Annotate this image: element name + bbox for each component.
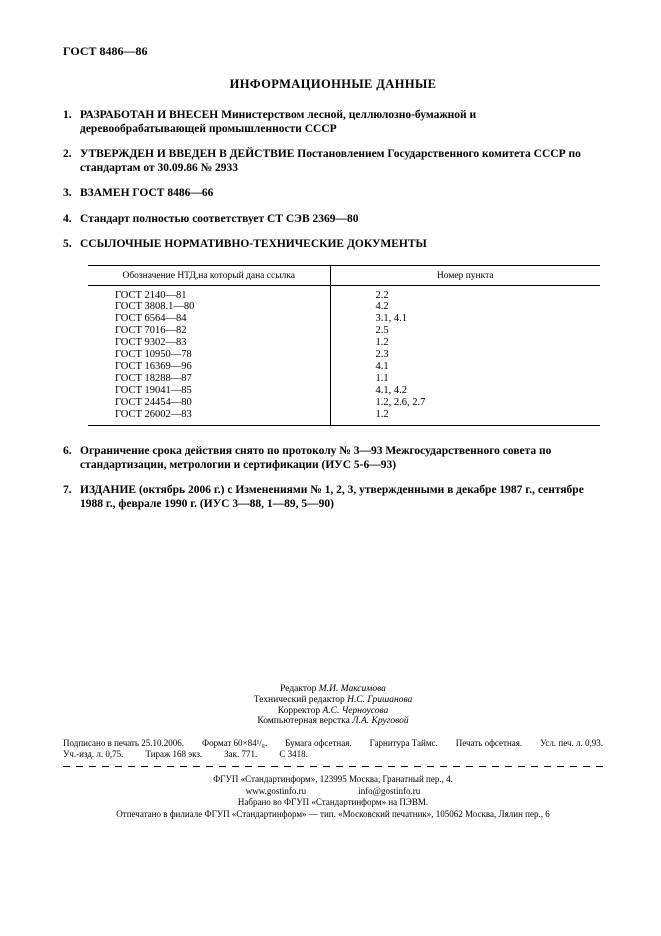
table-row — [88, 313, 600, 325]
item-7 — [63, 484, 603, 511]
item-4 — [63, 213, 603, 227]
staff-name: Л.А. Круговой — [352, 716, 409, 727]
imprint-line-1 — [63, 738, 603, 749]
item-number: 2. — [63, 148, 72, 160]
ntd-cell: ГОСТ 26002—83 — [88, 409, 330, 426]
imprint-segment: Формат 60×84¹/₈. — [201, 738, 268, 749]
clause-cell: 3.1, 4.1 — [375, 313, 407, 325]
ntd-cell: ГОСТ 18288—87 — [88, 373, 330, 385]
item-1 — [63, 109, 603, 136]
printed-line: Отпечатано в филиале ФГУП «Стандартинформ» — тип. «Московский печатник», 105062 Москва, Лялин пер., 6 — [116, 808, 550, 819]
references-table — [88, 265, 600, 427]
imprint-segment: Тираж 168 экз. — [145, 749, 203, 760]
table-row — [88, 301, 600, 313]
table-row — [88, 285, 600, 301]
clause-cell: 1.2 — [375, 408, 389, 420]
typeset-line: Набрано во ФГУП «Стандартинформ» на ПЭВМ. — [237, 797, 429, 808]
table-row — [88, 385, 600, 397]
imprint-line-2 — [63, 749, 603, 760]
item-text: ИЗДАНИЕ (октябрь 2006 г.) с Изменениями № 1, 2, 3, утвержденными в декабре 1987 г., сентябре 1988 г., феврале 1990 г. (ИУС 3—88, 1—89, 5—90) — [80, 484, 584, 510]
staff-name: А.С. Черноусова — [322, 705, 389, 716]
item-3 — [63, 187, 603, 201]
item-number: 4. — [63, 212, 72, 225]
table-row — [88, 397, 600, 409]
staff-line — [63, 706, 603, 717]
imprint-segment: Усл. печ. л. 0,93. — [540, 738, 603, 749]
ntd-cell: ГОСТ 24454—80 — [88, 397, 330, 409]
dashed-divider — [63, 766, 603, 767]
page-content — [63, 44, 603, 523]
imprint-segment: Гарнитура Таймс. — [369, 738, 438, 749]
staff-name: М.И. Максимова — [318, 684, 386, 694]
item-text: ВЗАМЕН ГОСТ 8486—66 — [80, 187, 214, 199]
item-2 — [63, 148, 603, 175]
table-header-ntd: Обозначение НТД,на который дана ссылка — [88, 265, 330, 285]
table-row — [88, 409, 600, 426]
clause-cell: 4.2 — [375, 301, 389, 313]
item-number: 1. — [63, 109, 72, 121]
imprint-segment: Уч.-изд. л. 0,75. — [63, 749, 124, 760]
ntd-cell: ГОСТ 16369—96 — [88, 361, 330, 373]
imprint-segment: Печать офсетная. — [455, 738, 523, 749]
table-header-clause: Номер пункта — [330, 265, 600, 285]
table-row — [88, 337, 600, 349]
item-6 — [63, 445, 603, 472]
ntd-cell: ГОСТ 19041—85 — [88, 385, 330, 397]
item-number: 7. — [63, 484, 72, 497]
ntd-cell: ГОСТ 10950—78 — [88, 349, 330, 361]
table-row — [88, 325, 600, 337]
publisher-footer — [63, 774, 603, 820]
ntd-cell: ГОСТ 3808.1—80 — [88, 301, 330, 313]
staff-role: Компьютерная верстка — [257, 716, 350, 727]
staff-name: Н.С. Гришанова — [347, 694, 413, 705]
ntd-cell: ГОСТ 9302—83 — [88, 337, 330, 349]
imprint-block — [63, 738, 603, 760]
page-title: ИНФОРМАЦИОННЫЕ ДАННЫЕ — [229, 77, 437, 91]
imprint-segment: С 3418. — [279, 749, 308, 760]
ntd-cell: ГОСТ 7016—82 — [88, 325, 330, 337]
staff-line — [63, 684, 603, 695]
staff-role: Редактор — [280, 684, 317, 694]
staff-role: Корректор — [277, 705, 321, 716]
ntd-cell: ГОСТ 2140—81 — [88, 285, 330, 301]
imprint-segment: Зак. 771. — [224, 749, 258, 760]
staff-block — [63, 684, 603, 727]
staff-line — [63, 716, 603, 727]
clause-cell: 4.1, 4.2 — [375, 384, 407, 396]
clause-cell: 2.2 — [375, 289, 389, 301]
item-5 — [63, 238, 603, 252]
ntd-cell: ГОСТ 6564—84 — [88, 313, 330, 325]
email-text: info@gostinfo.ru — [358, 785, 421, 796]
item-text: УТВЕРЖДЕН И ВВЕДЕН В ДЕЙСТВИЕ Постановлением Государственного комитета СССР по стандартам от 30.09.86 № 2933 — [80, 148, 581, 174]
item-number: 5. — [63, 238, 72, 250]
item-number: 3. — [63, 187, 72, 199]
item-number: 6. — [63, 445, 72, 458]
clause-cell: 2.5 — [375, 325, 389, 337]
publisher-line: ФГУП «Стандартинформ», 123995 Москва, Гранатный пер., 4. — [213, 774, 453, 785]
clause-cell: 2.3 — [375, 349, 389, 361]
item-text: ССЫЛОЧНЫЕ НОРМАТИВНО-ТЕХНИЧЕСКИЕ ДОКУМЕНТЫ — [80, 238, 427, 250]
item-text: Ограничение срока действия снято по протоколу № 3—93 Межгосударственного совета по стандартизации, метрологии и сертификации (ИУС 5-6—93) — [80, 445, 552, 471]
table-row — [88, 373, 600, 385]
contacts-line — [63, 786, 603, 798]
clause-cell: 4.1 — [375, 360, 389, 372]
table-row — [88, 361, 600, 373]
doc-code: ГОСТ 8486—86 — [63, 44, 148, 58]
staff-line — [63, 695, 603, 706]
clause-cell: 1.1 — [375, 372, 389, 384]
item-text: РАЗРАБОТАН И ВНЕСЕН Министерством лесной, целлюлозно-бумажной и деревообрабатывающей промышленности СССР — [80, 109, 477, 135]
table-row — [88, 349, 600, 361]
clause-cell: 1.2 — [375, 337, 389, 349]
table-header-row — [88, 265, 600, 285]
imprint-segment: Подписано в печать 25.10.2006. — [63, 738, 185, 749]
staff-role: Технический редактор — [253, 694, 345, 705]
imprint-segment: Бумага офсетная. — [285, 738, 352, 749]
clause-cell: 1.2, 2.6, 2.7 — [375, 396, 426, 408]
item-text: Стандарт полностью соответствует СТ СЭВ 2369—80 — [80, 212, 359, 225]
website-text: www.gostinfo.ru — [245, 785, 307, 796]
colophon — [63, 684, 603, 820]
